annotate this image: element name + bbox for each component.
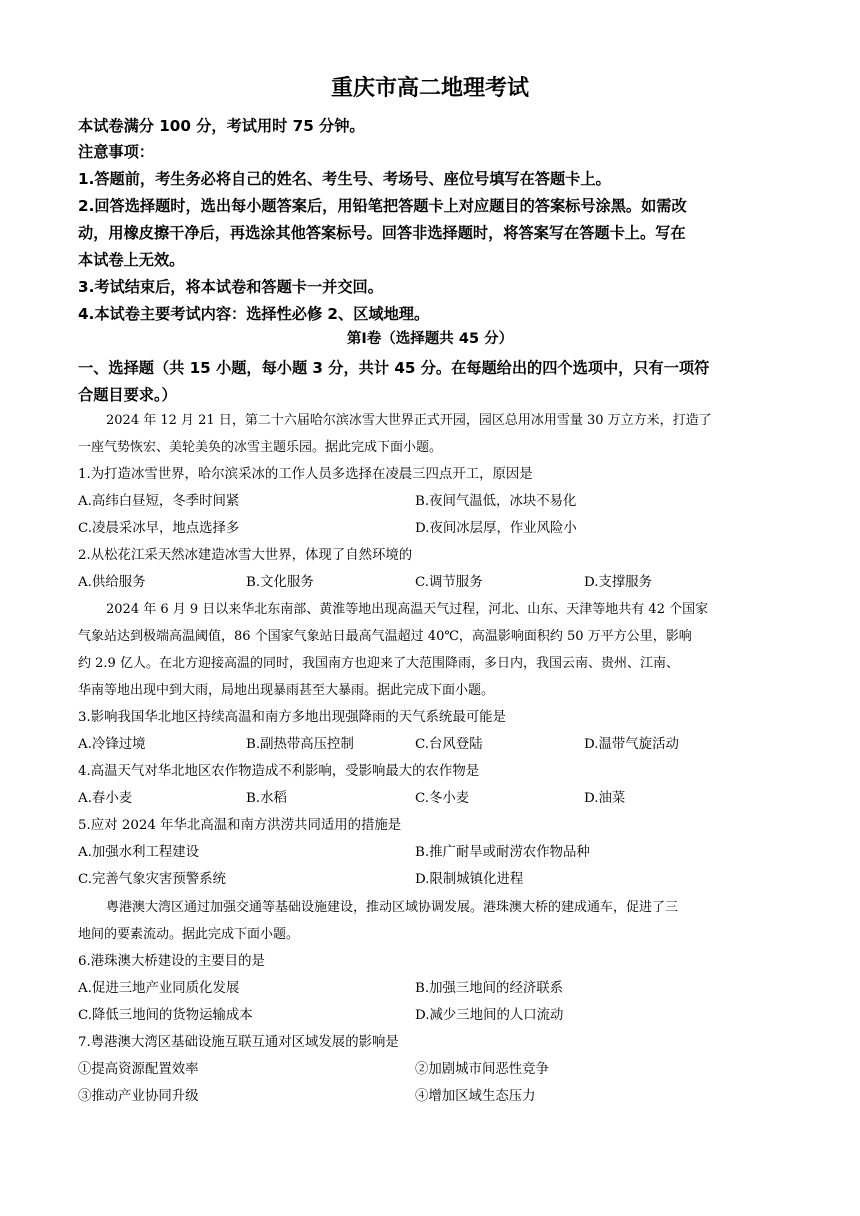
- question-4-option-b: B.水稻: [246, 791, 287, 806]
- question-2-option-b: B.文化服务: [246, 575, 314, 590]
- question-2-option-a: A.供给服务: [78, 575, 146, 590]
- question-1-option-b: B.夜间气温低，冰块不易化: [415, 494, 577, 509]
- question-6-option-c: C.降低三地间的货物运输成本: [78, 1008, 253, 1023]
- question-4-option-a: A.春小麦: [78, 791, 133, 806]
- question-7-statement-3: ③推动产业协同升级: [78, 1089, 199, 1104]
- question-3-option-a: A.冷锋过境: [78, 737, 146, 752]
- question-1-option-c: C.凌晨采冰早，地点选择多: [78, 521, 240, 536]
- question-7-statement-1: ①提高资源配置效率: [78, 1062, 199, 1077]
- question-7-statement-4: ④增加区域生态压力: [415, 1089, 536, 1104]
- question-1-option-a: A.高纬白昼短，冬季时间紧: [78, 494, 240, 509]
- notice-title: 注意事项：: [78, 143, 154, 161]
- question-1-stem: 1.为打造冰雪世界，哈尔滨采冰的工作人员多选择在凌晨三四点开工，原因是: [78, 467, 533, 482]
- question-6-option-b: B.加强三地间的经济联系: [415, 981, 564, 996]
- notice-item-2-line3: 本试卷上无效。: [78, 251, 185, 269]
- passage3-line2: 地间的要素流动。据此完成下面小题。: [78, 927, 300, 942]
- question-1-option-d: D.夜间冰层厚，作业风险小: [415, 521, 577, 536]
- question-3-option-c: C.台风登陆: [415, 737, 483, 752]
- question-3-option-b: B.副热带高压控制: [246, 737, 354, 752]
- passage1-line2: 一座气势恢宏、美轮美奂的冰雪主题乐园。据此完成下面小题。: [78, 440, 443, 455]
- notice-item-1: 1.答题前，考生务必将自己的姓名、考生号、考场号、座位号填写在答题卡上。: [78, 170, 611, 188]
- passage2-line3: 约 2.9 亿人。在北方迎接高温的同时，我国南方也迎来了大范围降雨，多日内，我国云南、贵州、江南、: [78, 656, 679, 671]
- question-4-option-c: C.冬小麦: [415, 791, 470, 806]
- question-2-option-c: C.调节服务: [415, 575, 483, 590]
- section1-instruction-line1: 一、选择题（共 15 小题，每小题 3 分，共计 45 分。在每题给出的四个选项中，只有一项符: [78, 359, 710, 377]
- passage3-line1: 粤港澳大湾区通过加强交通等基础设施建设，推动区域协调发展。港珠澳大桥的建成通车，促进了三: [106, 900, 679, 915]
- notice-item-3: 3.考试结束后，将本试卷和答题卡一并交回。: [78, 278, 383, 296]
- question-5-option-d: D.限制城镇化进程: [415, 872, 524, 887]
- notice-item-4: 4.本试卷主要考试内容：选择性必修 2、区域地理。: [78, 305, 430, 323]
- question-6-option-d: D.减少三地间的人口流动: [415, 1008, 564, 1023]
- question-3-option-d: D.温带气旋活动: [584, 737, 679, 752]
- notice-item-2-line2: 动，用橡皮擦干净后，再选涂其他答案标号。回答非选择题时，将答案写在答题卡上。写在: [78, 224, 686, 242]
- question-7-statement-2: ②加剧城市间恶性竞争: [415, 1062, 549, 1077]
- question-6-stem: 6.港珠澳大桥建设的主要目的是: [78, 954, 265, 969]
- question-7-stem: 7.粤港澳大湾区基础设施互联互通对区域发展的影响是: [78, 1035, 399, 1050]
- section1-instruction-line2: 合题目要求。）: [78, 386, 177, 404]
- question-5-option-b: B.推广耐旱或耐涝农作物品种: [415, 845, 590, 860]
- passage2-line1: 2024 年 6 月 9 日以来华北东南部、黄淮等地出现高温天气过程，河北、山东、天津等地共有 42 个国家: [106, 602, 709, 617]
- question-6-option-a: A.促进三地产业同质化发展: [78, 981, 240, 996]
- notice-item-2-line1: 2.回答选择题时，选出每小题答案后，用铅笔把答题卡上对应题目的答案标号涂黑。如需改: [78, 197, 687, 215]
- question-3-stem: 3.影响我国华北地区持续高温和南方多地出现强降雨的天气系统最可能是: [78, 710, 506, 725]
- question-5-stem: 5.应对 2024 年华北高温和南方洪涝共同适用的措施是: [78, 818, 402, 833]
- passage2-line2: 气象站达到极端高温阈值，86 个国家气象站日最高气温超过 40℃，高温影响面积约 50 万平方公里，影响: [78, 629, 692, 644]
- question-2-option-d: D.支撑服务: [584, 575, 653, 590]
- question-5-option-a: A.加强水利工程建设: [78, 845, 200, 860]
- exam-title: 重庆市高二地理考试: [330, 76, 529, 101]
- passage1-line1: 2024 年 12 月 21 日，第二十六届哈尔滨冰雪大世界正式开园，园区总用冰用雪量 30 万立方米，打造了: [106, 413, 712, 428]
- question-5-option-c: C.完善气象灾害预警系统: [78, 872, 226, 887]
- score-line: 本试卷满分 100 分，考试用时 75 分钟。: [78, 117, 365, 135]
- question-4-option-d: D.油菜: [584, 791, 626, 806]
- part1-title: 第Ⅰ卷（选择题共 45 分）: [346, 331, 514, 347]
- passage2-line4: 华南等地出现中到大雨，局地出现暴雨甚至大暴雨。据此完成下面小题。: [78, 683, 495, 698]
- question-4-stem: 4.高温天气对华北地区农作物造成不利影响，受影响最大的农作物是: [78, 764, 480, 779]
- question-2-stem: 2.从松花江采天然冰建造冰雪大世界，体现了自然环境的: [78, 548, 413, 563]
